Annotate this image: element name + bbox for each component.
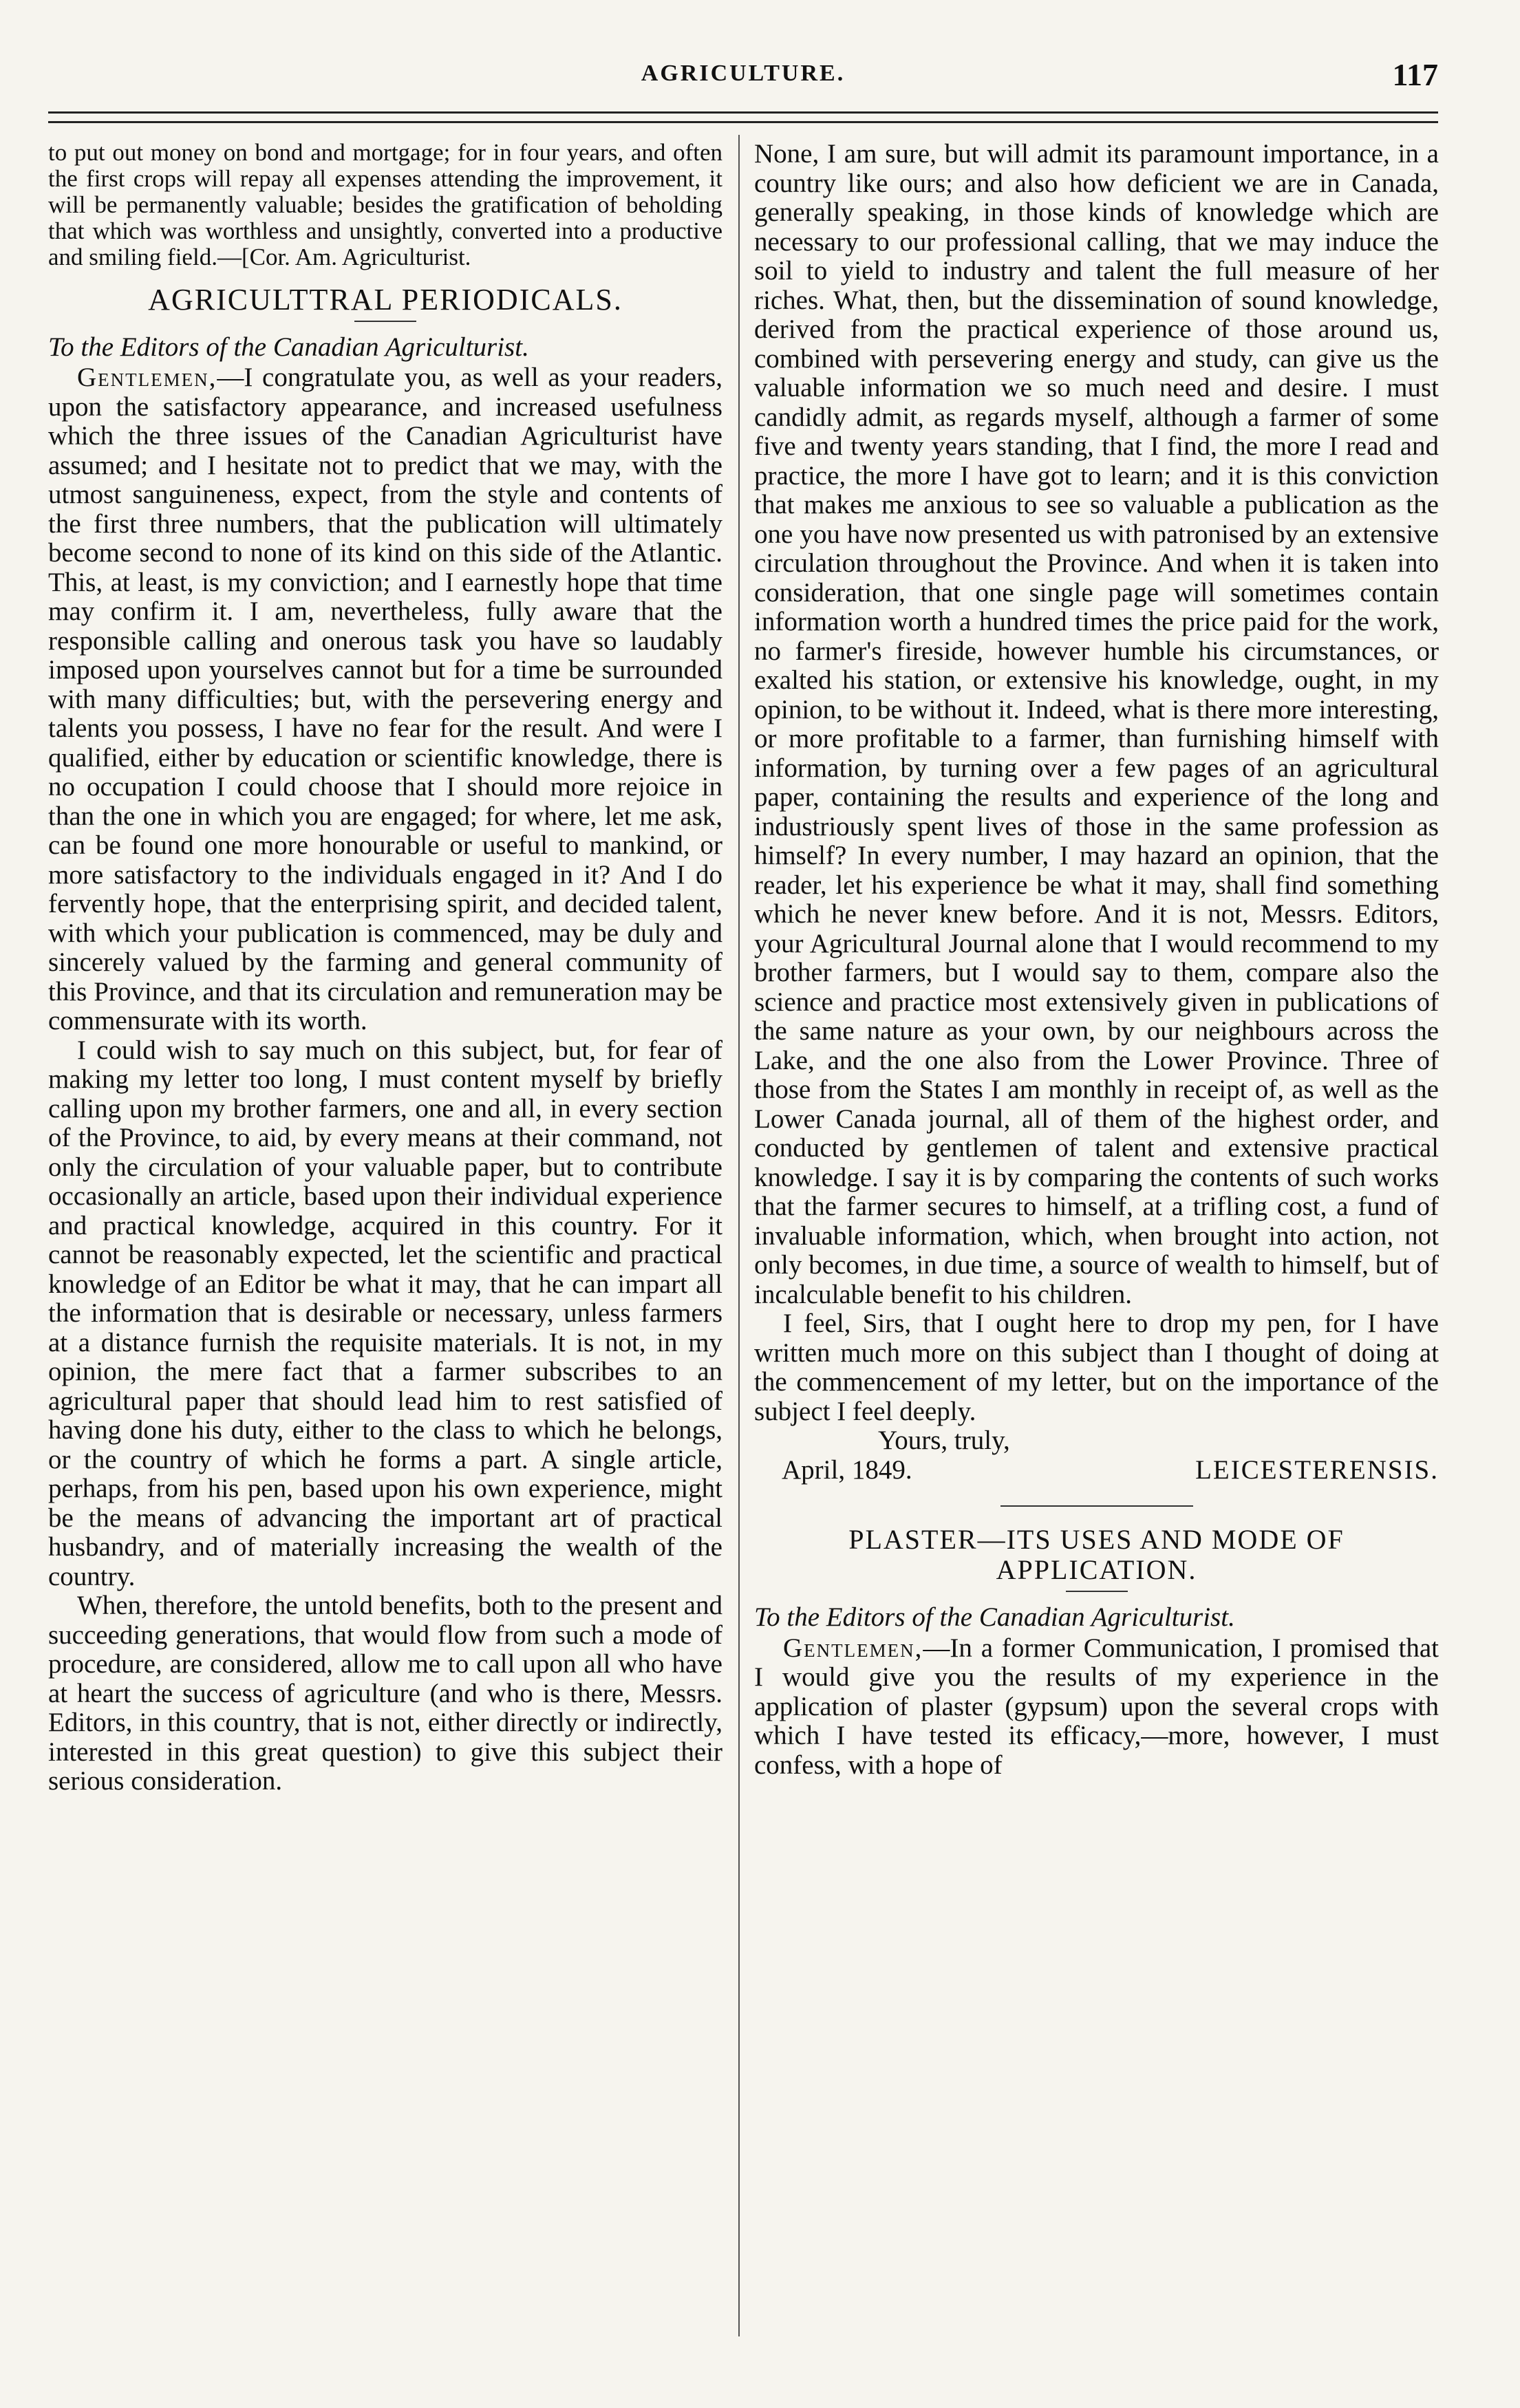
letter-signature: LEICESTERENSIS.: [1195, 1454, 1439, 1485]
letter-closing: Yours, truly,: [878, 1426, 1010, 1455]
letter-address: To the Editors of the Canadian Agriculturist.: [48, 332, 529, 362]
section-rule: [1000, 1505, 1193, 1507]
right-column: [754, 140, 1439, 1780]
header-rule-bottom: [48, 121, 1438, 123]
running-head: [48, 56, 1438, 98]
left-column: [48, 140, 722, 1796]
running-head-title: AGRICULTURE.: [641, 61, 846, 86]
column-separator: [738, 135, 740, 2336]
page-number: 117: [1392, 57, 1438, 92]
salutation-2: Gentlemen,: [783, 1633, 923, 1663]
plaster-paragraph-1: [754, 1634, 1439, 1781]
article-heading-periodicals: AGRICULTTRAL PERIODICALS.: [148, 283, 623, 316]
letter-paragraph-2: I could wish to say much on this subject, but, for fear of making my letter too long, I must content myself by briefly calling upon my brother farmers, one and all, in every section of the Province, to aid, by every means at their command, not only the circulation of your valuable paper, but to contribute occasionally an article, based upon their individual experience and practical knowledge, acquired in this country. For it cannot be reasonably expected, let the scientific and practical knowledge of an Editor be what it may, that he can impart all the information that is desirable or necessary, unless farmers at a distance furnish the requisite materials. It is not, in my opinion, the mere fact that a farmer subscribes to an agricultural paper that should lead him to rest satisfied of having done his duty, either to the class to which he belongs, or the country of which he forms a part. A single article, perhaps, from his pen, based upon his own experience, might be the means of advancing the important art of practical husbandry, and of materially increasing the wealth of the country.: [48, 1035, 722, 1591]
article-heading-plaster: PLASTER—ITS USES AND MODE OF APPLICATION.: [848, 1524, 1345, 1585]
heading-rule: [354, 321, 416, 322]
paragraph-text: —I congratulate you, as well as your readers, upon the satisfactory appearance, and increased usefulness which the three issues of the Canadian Agriculturist have assumed; and I hesitate not to predict that we may, with the utmost sanguineness, expect, from the style and contents of the first three numbers, that the publication will ultimately become second to none of its kind on this side of the Atlantic. This, at least, is my conviction; and I earnestly hope that time may confirm it. I am, nevertheless, fully aware that the responsible calling and onerous task you have so laudably imposed upon yourselves cannot but for a time be surrounded with many difficulties; but, with the persevering energy and talents you possess, I have no fear for the result. And were I qualified, either by education or scientific knowledge, there is no occupation I could choose that I should more rejoice in than the one in which you are engaged; for where, let me ask, can be found one more honourable or useful to mankind, or more satisfactory to the individuals engaged in it? And I do fervently hope, that the enterprising spirit, and decided talent, with which your publication is commenced, may be duly and sincerely valued by the farming and general community of this Province, and that its circulation and remuneration may be commensurate with its worth.: [48, 363, 722, 1035]
paragraph-text-2: —In a former Communication, I promised that I would give you the results of my experience in the application of plaster (gypsum) upon the several crops with which I have tested its efficacy,—more, however, I must confess, with a hope of: [754, 1633, 1439, 1780]
letter-address-2: To the Editors of the Canadian Agriculturist.: [754, 1602, 1235, 1632]
salutation: Gentlemen,: [77, 363, 217, 392]
heading-rule-2: [1066, 1591, 1128, 1592]
letter-paragraph-5: I feel, Sirs, that I ought here to drop my pen, for I have written much more on this subject than I thought of doing at the commencement of my letter, but on the importance of the subject I feel deeply.: [754, 1309, 1439, 1426]
letter-signoff: [754, 1456, 1439, 1485]
letter-paragraph-1: [48, 363, 722, 1036]
article-continuation: to put out money on bond and mortgage; for in four years, and often the first crops will repay all expenses attending the improvement, it will be permanently valuable; besides the gratification of beholding that which was worthless and unsightly, converted into a productive and smiling field.—[Cor. Am. Agriculturist.: [48, 139, 722, 270]
letter-date: April, 1849.: [782, 1454, 912, 1485]
letter-paragraph-4: None, I am sure, but will admit its paramount importance, in a country like ours; and also how deficient we are in Canada, generally speaking, in those kinds of knowledge which are necessary to our professional calling, that we may induce the soil to yield to industry and talent the full measure of her riches. What, then, but the dissemination of sound knowledge, derived from the practical experience of those around us, combined with persevering energy and study, can give us the valuable information we so much need and desire. I must candidly admit, as regards myself, although a farmer of some five and twenty years standing, that I find, the more I read and practice, the more I have got to learn; and it is this conviction that makes me anxious to see so valuable a publication as the one you have now presented us with patronised by an extensive circulation throughout the Province. And when it is taken into consideration, that one single page will sometimes contain information worth a hundred times the price paid for the work, no farmer's fireside, however humble his circumstances, or exalted his station, or extensive his knowledge, ought, in my opinion, to be without it. Indeed, what is there more interesting, or more profitable to a farmer, than furnishing himself with information, by turning over a few pages of an agricultural paper, containing the results and experience of the long and industriously spent lives of those in the same profession as himself? In every number, I may hazard an opinion, that the reader, let his experience be what it may, shall find something which he never knew before. And it is not, Messrs. Editors, your Agricultural Journal alone that I would recommend to my brother farmers, but I would say to them, compare also the science and practice most extensively given in publications of the same nature as your own, by our neighbours across the Lake, and the one also from the Lower Province. Three of those from the States I am monthly in receipt of, as well as the Lower Canada journal, all of them of the highest order, and conducted by gentlemen of talent and extensive practical knowledge. I say it is by comparing the contents of such works that the farmer secures to himself, at a trifling cost, a fund of invaluable information, which, when brought into action, not only becomes, in due time, a source of wealth to himself, but of incalculable benefit to his children.: [754, 139, 1439, 1309]
letter-paragraph-3: When, therefore, the untold benefits, both to the present and succeeding generations, that would flow from such a mode of procedure, are considered, allow me to call upon all who have at heart the success of agriculture (and who is there, Messrs. Editors, in this country, that is not, either directly or indirectly, interested in this great question) to give this subject their serious consideration.: [48, 1591, 722, 1796]
header-rule-top: [48, 111, 1438, 114]
